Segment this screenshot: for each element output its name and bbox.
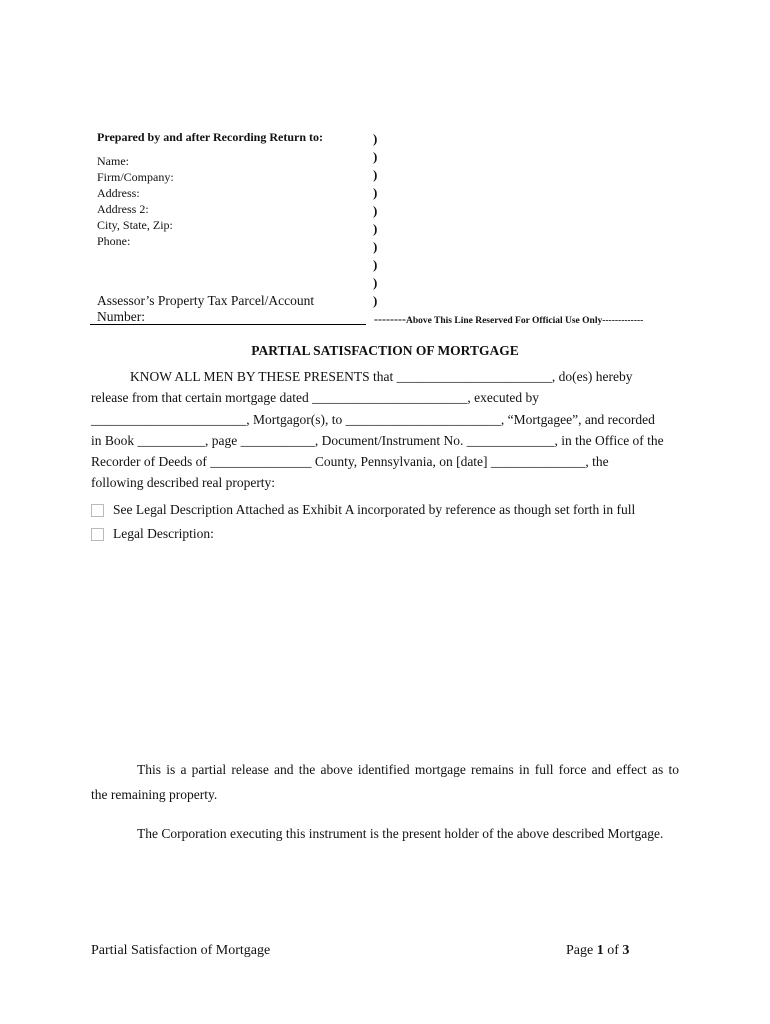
paragraph-line: in Book __________, page ___________, Document/Instrument No. _____________, in the Office of the [91, 432, 664, 448]
page-current: 1 [596, 943, 604, 958]
reserved-text: Above This Line Reserved For Official Use Only------------- [405, 316, 644, 326]
paragraph-line: Recorder of Deeds of _______________ County, Pennsylvania, on [date] ______________, the [91, 454, 609, 470]
main-paragraph [91, 366, 681, 494]
firm-field-label: Firm/Company: [97, 170, 174, 184]
assessor-label-line1: Assessor’s Property Tax Parcel/Account [97, 293, 315, 308]
bracket-mark: ) [373, 275, 378, 290]
assessor-parcel-label [97, 293, 314, 325]
city-state-zip-field-label: City, State, Zip: [97, 218, 173, 232]
partial-release-line1: This is a partial release and the above identified mortgage remains in full force and effect as to [137, 762, 679, 777]
exhibit-a-option[interactable] [91, 502, 635, 518]
bracket-mark: ) [373, 185, 378, 200]
paragraph-line: _______________________, Mortgagor(s), to _______________________, “Mortgagee”, and recorded [91, 411, 655, 427]
bracket-column [373, 130, 377, 310]
bracket-mark: ) [373, 239, 378, 254]
legal-description-label: Legal Description: [113, 526, 214, 541]
corporation-statement: The Corporation executing this instrument is the present holder of the above described Mortgage. [137, 826, 664, 841]
legal-description-checkbox[interactable] [91, 528, 104, 541]
exhibit-a-checkbox[interactable] [91, 504, 104, 517]
bracket-mark: ) [373, 257, 378, 272]
exhibit-a-label: See Legal Description Attached as Exhibit A incorporated by reference as though set forth in full [113, 502, 636, 517]
address-field-label: Address: [97, 186, 140, 200]
paragraph-line: following described real property: [91, 475, 276, 491]
assessor-label-line2: Number: [97, 309, 145, 324]
partial-release-line2: the remaining property. [91, 787, 218, 802]
name-field-label: Name: [97, 154, 129, 168]
bracket-mark: ) [373, 221, 378, 236]
paragraph-line: KNOW ALL MEN BY THESE PRESENTS that _______________________, do(es) hereby [130, 369, 633, 384]
prepared-by-heading: Prepared by and after Recording Return to: [97, 130, 323, 144]
document-title: PARTIAL SATISFACTION OF MORTGAGE [251, 343, 519, 358]
legal-description-option[interactable] [91, 526, 214, 542]
page-number [566, 943, 629, 959]
page-total: 3 [622, 943, 630, 958]
paragraph-line: release from that certain mortgage dated _______________________, executed by [91, 390, 539, 406]
partial-release-paragraph [91, 757, 679, 807]
reserved-dashes: -------- [374, 312, 406, 326]
bracket-mark: ) [373, 167, 378, 182]
reserved-line-note [374, 312, 643, 327]
bracket-mark: ) [373, 131, 378, 146]
phone-field-label: Phone: [97, 234, 131, 248]
corporation-paragraph [91, 821, 679, 846]
assessor-number-blank[interactable] [90, 324, 366, 325]
footer-document-title: Partial Satisfaction of Mortgage [91, 943, 271, 958]
bracket-mark: ) [373, 149, 378, 164]
page-of: of [607, 943, 619, 958]
bracket-mark: ) [373, 203, 378, 218]
page-prefix: Page [566, 943, 594, 958]
address2-field-label: Address 2: [97, 202, 149, 216]
bracket-mark: ) [373, 293, 378, 308]
